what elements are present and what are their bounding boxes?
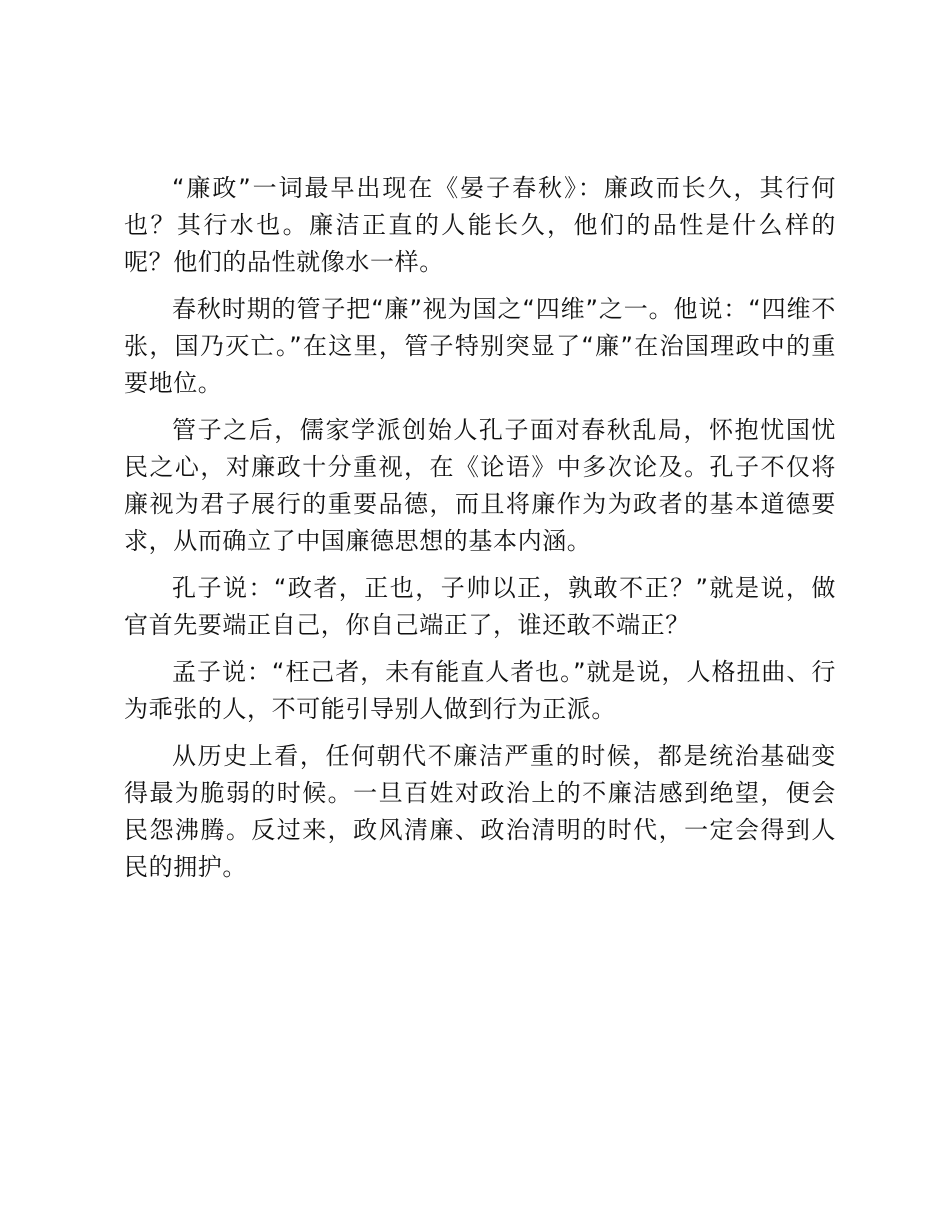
paragraph-5: 孟子说：“枉己者，未有能直人者也。”就是说，人格扭曲、行为乖张的人，不可能引导别人做到行为正派。: [124, 658, 836, 723]
paragraph-4: 孔子说：“政者，正也，子帅以正，孰敢不正？”就是说，做官首先要端正自己，你自己端正了，谁还敢不端正？: [124, 574, 836, 639]
paragraph-6: 从历史上看，任何朝代不廉洁严重的时候，都是统治基础变得最为脆弱的时候。一旦百姓对政治上的不廉洁感到绝望，便会民怨沸腾。反过来，政风清廉、政治清明的时代，一定会得到人民的拥护。: [124, 742, 836, 881]
paragraph-3: 管子之后，儒家学派创始人孔子面对春秋乱局，怀抱忧国忧民之心，对廉政十分重视，在《论语》中多次论及。孔子不仅将廉视为君子展行的重要品德，而且将廉作为为政者的基本道德要求，从而确立了中国廉德思想的基本内涵。: [124, 416, 836, 555]
paragraph-1: “廉政”一词最早出现在《晏子春秋》：廉政而长久，其行何也？其行水也。廉洁正直的人能长久，他们的品性是什么样的呢？他们的品性就像水一样。: [124, 174, 836, 276]
paragraph-2: 春秋时期的管子把“廉”视为国之“四维”之一。他说：“四维不张，国乃灭亡。”在这里，管子特别突显了“廉”在治国理政中的重要地位。: [124, 295, 836, 397]
document-body: [124, 170, 836, 896]
